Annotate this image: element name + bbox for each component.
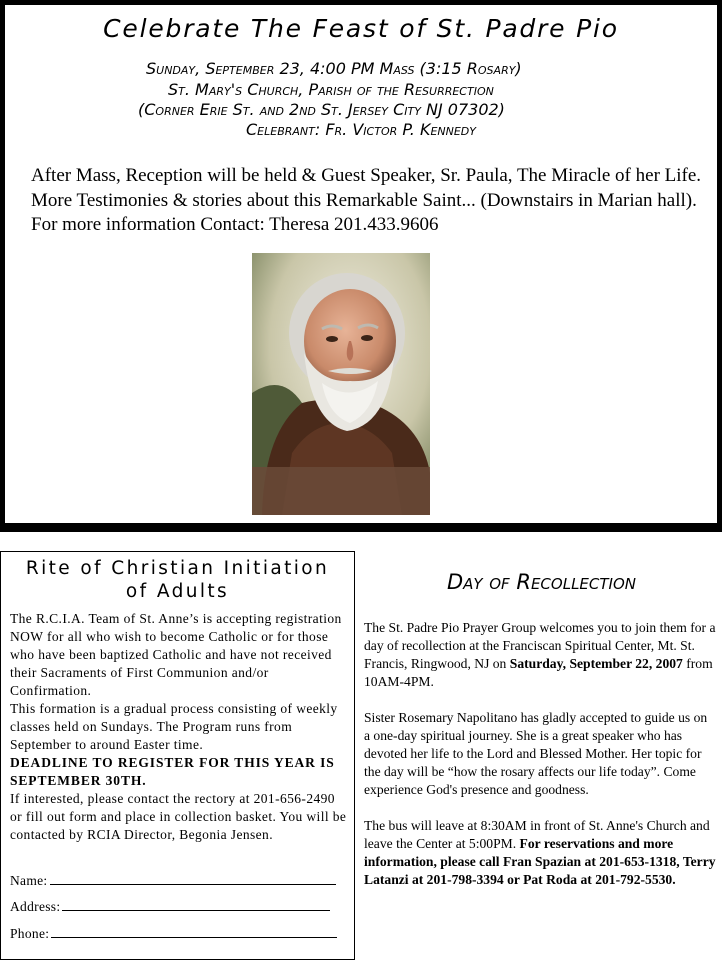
recollection-date: Saturday, September 22, 2007 (509, 656, 683, 671)
feast-church-line: St. Mary's Church, Parish of the Resurrection (168, 80, 494, 99)
address-label: Address: (10, 899, 61, 914)
feast-address-line: (Corner Erie St. and 2nd St. Jersey City NJ 07302) (138, 100, 505, 119)
feast-title: Celebrate The Feast of St. Padre Pio (103, 14, 619, 43)
recollection-p1-text: The St. Padre Pio Prayer Group welcomes you to join them for a day of recollection at the Franciscan Spiritual Center, Mt. St. Francis, Ringwood, NJ on (364, 620, 716, 671)
rcia-title-line1: Rite of Christian Initiation (25, 558, 330, 579)
rcia-notice (0, 551, 355, 960)
rcia-body (10, 610, 348, 844)
recollection-p3-text: The bus will leave at 8:30AM in front of St. Anne's Church and leave the Center at 5:00PM. (364, 818, 710, 851)
rcia-paragraph-3: If interested, please contact the rectory at 201-656-2490 or fill out form and place in collection basket. You will be contacted by RCIA Director, Begonia Jensen. (10, 791, 347, 842)
rcia-title (1, 557, 354, 603)
feast-description (31, 164, 707, 238)
name-label: Name: (10, 873, 48, 888)
phone-field[interactable] (51, 925, 337, 938)
phone-label: Phone: (10, 926, 50, 941)
rcia-paragraph-2: This formation is a gradual process consisting of weekly classes held on Sundays. The Program runs from September to around Easter time. (10, 701, 338, 752)
rcia-phone-row (10, 925, 337, 942)
recollection-p1-end: from 10AM-4PM. (364, 656, 713, 689)
feast-date-line: Sunday, September 23, 4:00 PM Mass (3:15 Rosary) (146, 59, 522, 78)
recollection-paragraph-1 (364, 619, 716, 691)
rcia-address-row (10, 898, 330, 915)
rcia-deadline: DEADLINE TO REGISTER FOR THIS YEAR IS SEPTEMBER 30TH. (10, 755, 335, 788)
rcia-title-line2: of Adults (125, 581, 230, 602)
feast-celebrant-line: Celebrant: Fr. Victor P. Kennedy (246, 120, 476, 139)
address-field[interactable] (62, 898, 330, 911)
recollection-body (364, 619, 716, 907)
feast-description-text: After Mass, Reception will be held & Guest Speaker, Sr. Paula, The Miracle of her Life. More Testimonies & stories about this Remarkable Saint... (Downstairs in Marian hall). For more information Contact: Theresa 201.433.9606 (31, 165, 702, 235)
recollection-paragraph-2: Sister Rosemary Napolitano has gladly accepted to guide us on a one-day spiritual journey. She is a great speaker who has devoted her life to the Lord and Blessed Mother. Her topic for the day will be “how the rosary affects our life today”. Come experience God's presence and goodness. (364, 710, 708, 797)
recollection-reservations: For reservations and more information, please call Fran Spazian at 201-653-1318, Terry Latanzi at 201-798-3394 or Pat Roda at 201-792-5530. (364, 836, 716, 887)
padre-pio-portrait (252, 253, 430, 515)
name-field[interactable] (50, 872, 336, 885)
rcia-paragraph-1: The R.C.I.A. Team of St. Anne’s is accepting registration NOW for all who wish to become Catholic or for those who have been baptized Catholic and have not received their Sacraments of First Communion and/or Confirmation. (10, 611, 342, 698)
rcia-name-row (10, 872, 336, 889)
recollection-paragraph-3 (364, 817, 716, 889)
recollection-title: Day of Recollection (446, 570, 636, 594)
